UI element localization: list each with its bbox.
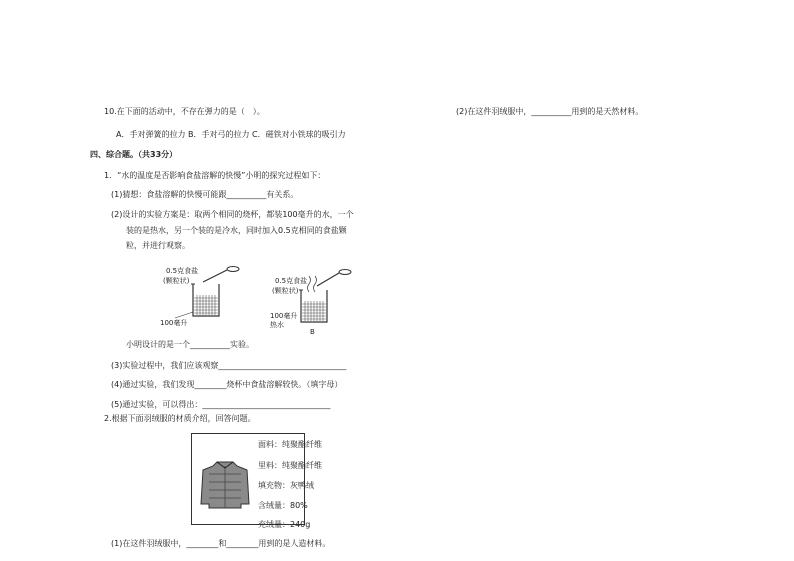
item1-design-line3: 粒，并进行观察。 [126,241,190,250]
beaker-b-sub: (颗粒状) [272,287,299,295]
item1-q5: (5)通过实验，可以得出：________________________________ [111,400,331,409]
beaker-b-volume-2: 热水 [270,321,284,329]
beaker-b-volume-1: 100毫升 [270,312,298,320]
section-4-title: 四、综合题。（共33分） [90,150,178,159]
beaker-a-label: 0.5克食盐 [166,267,199,275]
material-row-2: 填充物：灰鸭绒 [258,481,314,490]
q10-stem: 10.在下面的活动中，不存在弹力的是（ ）。 [104,107,265,116]
down-jacket-icon [195,456,255,516]
beaker-b-label: 0.5克食盐 [275,277,308,285]
beaker-a-volume: 100毫升 [160,319,188,327]
item2-intro: 2.根据下面羽绒服的材质介绍，回答问题。 [104,414,256,423]
item1-guess: (1)猜想：食盐溶解的快慢可能跟__________有关系。 [111,190,299,199]
material-row-1: 里料：纯聚酯纤维 [258,461,322,470]
item1-design-result: 小明设计的是一个__________实验。 [126,340,254,349]
material-row-3: 含绒量：80% [258,501,308,510]
q10-options: A．手对弹簧的拉力 B．手对弓的拉力 C．磁铁对小铁球的吸引力 [116,130,346,139]
item1-design-line2: 装的是热水，另一个装的是冷水，同时加入0.5克相同的食盐颗 [126,226,347,235]
material-row-0: 面料：纯聚酯纤维 [258,440,322,449]
item1-q4: (4)通过实验，我们发现________烧杯中食盐溶解较快。（填字母） [111,380,343,389]
beaker-a-sub: (颗粒状) [163,277,190,285]
item2-q1: (1)在这件羽绒服中，________和________用到的是人造材料。 [111,539,331,548]
beaker-b-letter: B [310,328,315,336]
item1-design-line1: (2)设计的实验方案是：取两个相同的烧杯，都装100毫升的水，一个 [111,210,354,219]
item2-q2: (2)在这件羽绒服中，__________用到的是天然材料。 [456,107,644,116]
material-row-4: 充绒量：240g [258,520,311,529]
item1-q3: (3)实验过程中，我们应该观察________________________________ [111,361,347,370]
item1-intro: 1．“水的温度是否影响食盐溶解的快慢”小明的探究过程如下： [104,171,326,180]
jacket-info-box [191,433,322,529]
